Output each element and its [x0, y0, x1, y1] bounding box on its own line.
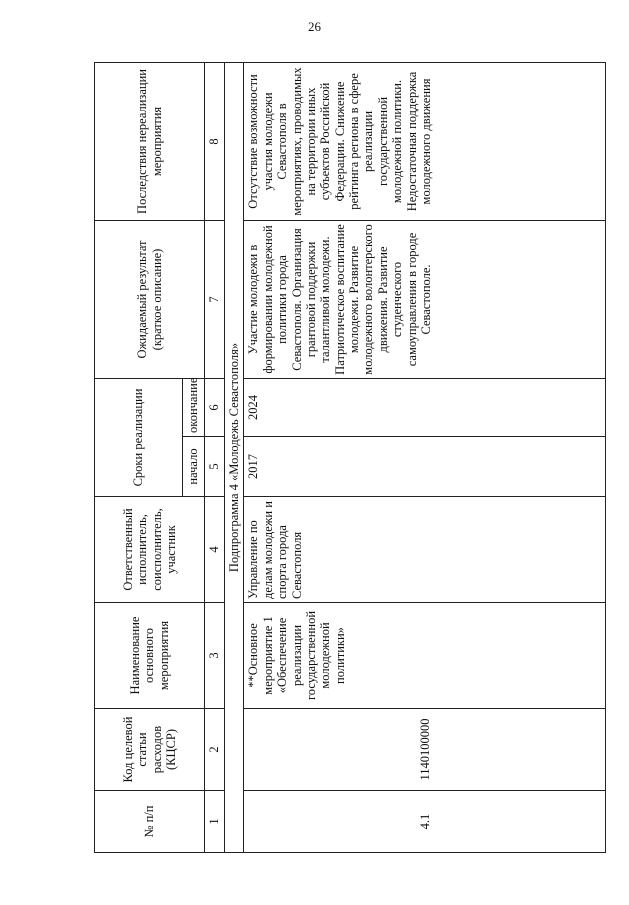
header-start: начало — [183, 437, 205, 497]
header-consequences: Последствия нереализации мероприятия — [95, 62, 205, 220]
row-start: 2017 — [244, 437, 606, 497]
header-name: Наименование основного мероприятия — [95, 603, 205, 709]
page-number: 26 — [308, 19, 321, 34]
row-kcsr: 1140100000 — [244, 709, 606, 791]
column-number: 6 — [205, 378, 225, 436]
header-num: № п/п — [95, 791, 205, 853]
rotated-table-container — [94, 63, 604, 853]
column-number: 7 — [205, 220, 225, 378]
row-num: 4.1 — [244, 791, 606, 853]
row-end: 2024 — [244, 378, 606, 436]
column-number: 8 — [205, 62, 225, 220]
column-number: 1 — [205, 791, 225, 853]
subprogram-row — [225, 62, 244, 852]
activities-table — [94, 62, 606, 853]
row-result: Участие молодежи в формировании молодежной политики города Севастополя. Организация грантовой поддержки талантливой молодежи. Патриотическое воспитание молодежи. Развитие молодежного волонтерского движения. Развитие студенческого самоуправления в городе Севастополе. — [244, 220, 606, 378]
header-kcsr: Код целевой статьи расходов (КЦСР) — [95, 709, 205, 791]
row-name: **Основное мероприятие 1 «Обеспечение реализации государственной молодежной политики» — [244, 603, 606, 709]
table-row — [244, 62, 606, 852]
column-number: 3 — [205, 603, 225, 709]
subprogram-title: Подпрограмма 4 «Молодежь Севастополя» — [225, 62, 244, 852]
header-row — [95, 62, 183, 852]
column-number: 5 — [205, 437, 225, 497]
row-consequences: Отсутствие возможности участия молодежи Севастополя в мероприятиях, проводимых на территории иных субъектов Российской Федерации. Снижение рейтинга региона в сфере реализации государственной молодежной политики. Недостаточная поддержка молодежного движения — [244, 62, 606, 220]
column-number: 4 — [205, 497, 225, 603]
column-number-row — [205, 62, 225, 852]
row-executor: Управление по делам молодежи и спорта города Севастополя — [244, 497, 606, 603]
header-executor: Ответственный исполнитель, соисполнитель, участник — [95, 497, 205, 603]
header-result: Ожидаемый результат (краткое описание) — [95, 220, 205, 378]
column-number: 2 — [205, 709, 225, 791]
header-end: окончание — [183, 378, 205, 436]
header-dates: Сроки реализации — [95, 378, 183, 496]
